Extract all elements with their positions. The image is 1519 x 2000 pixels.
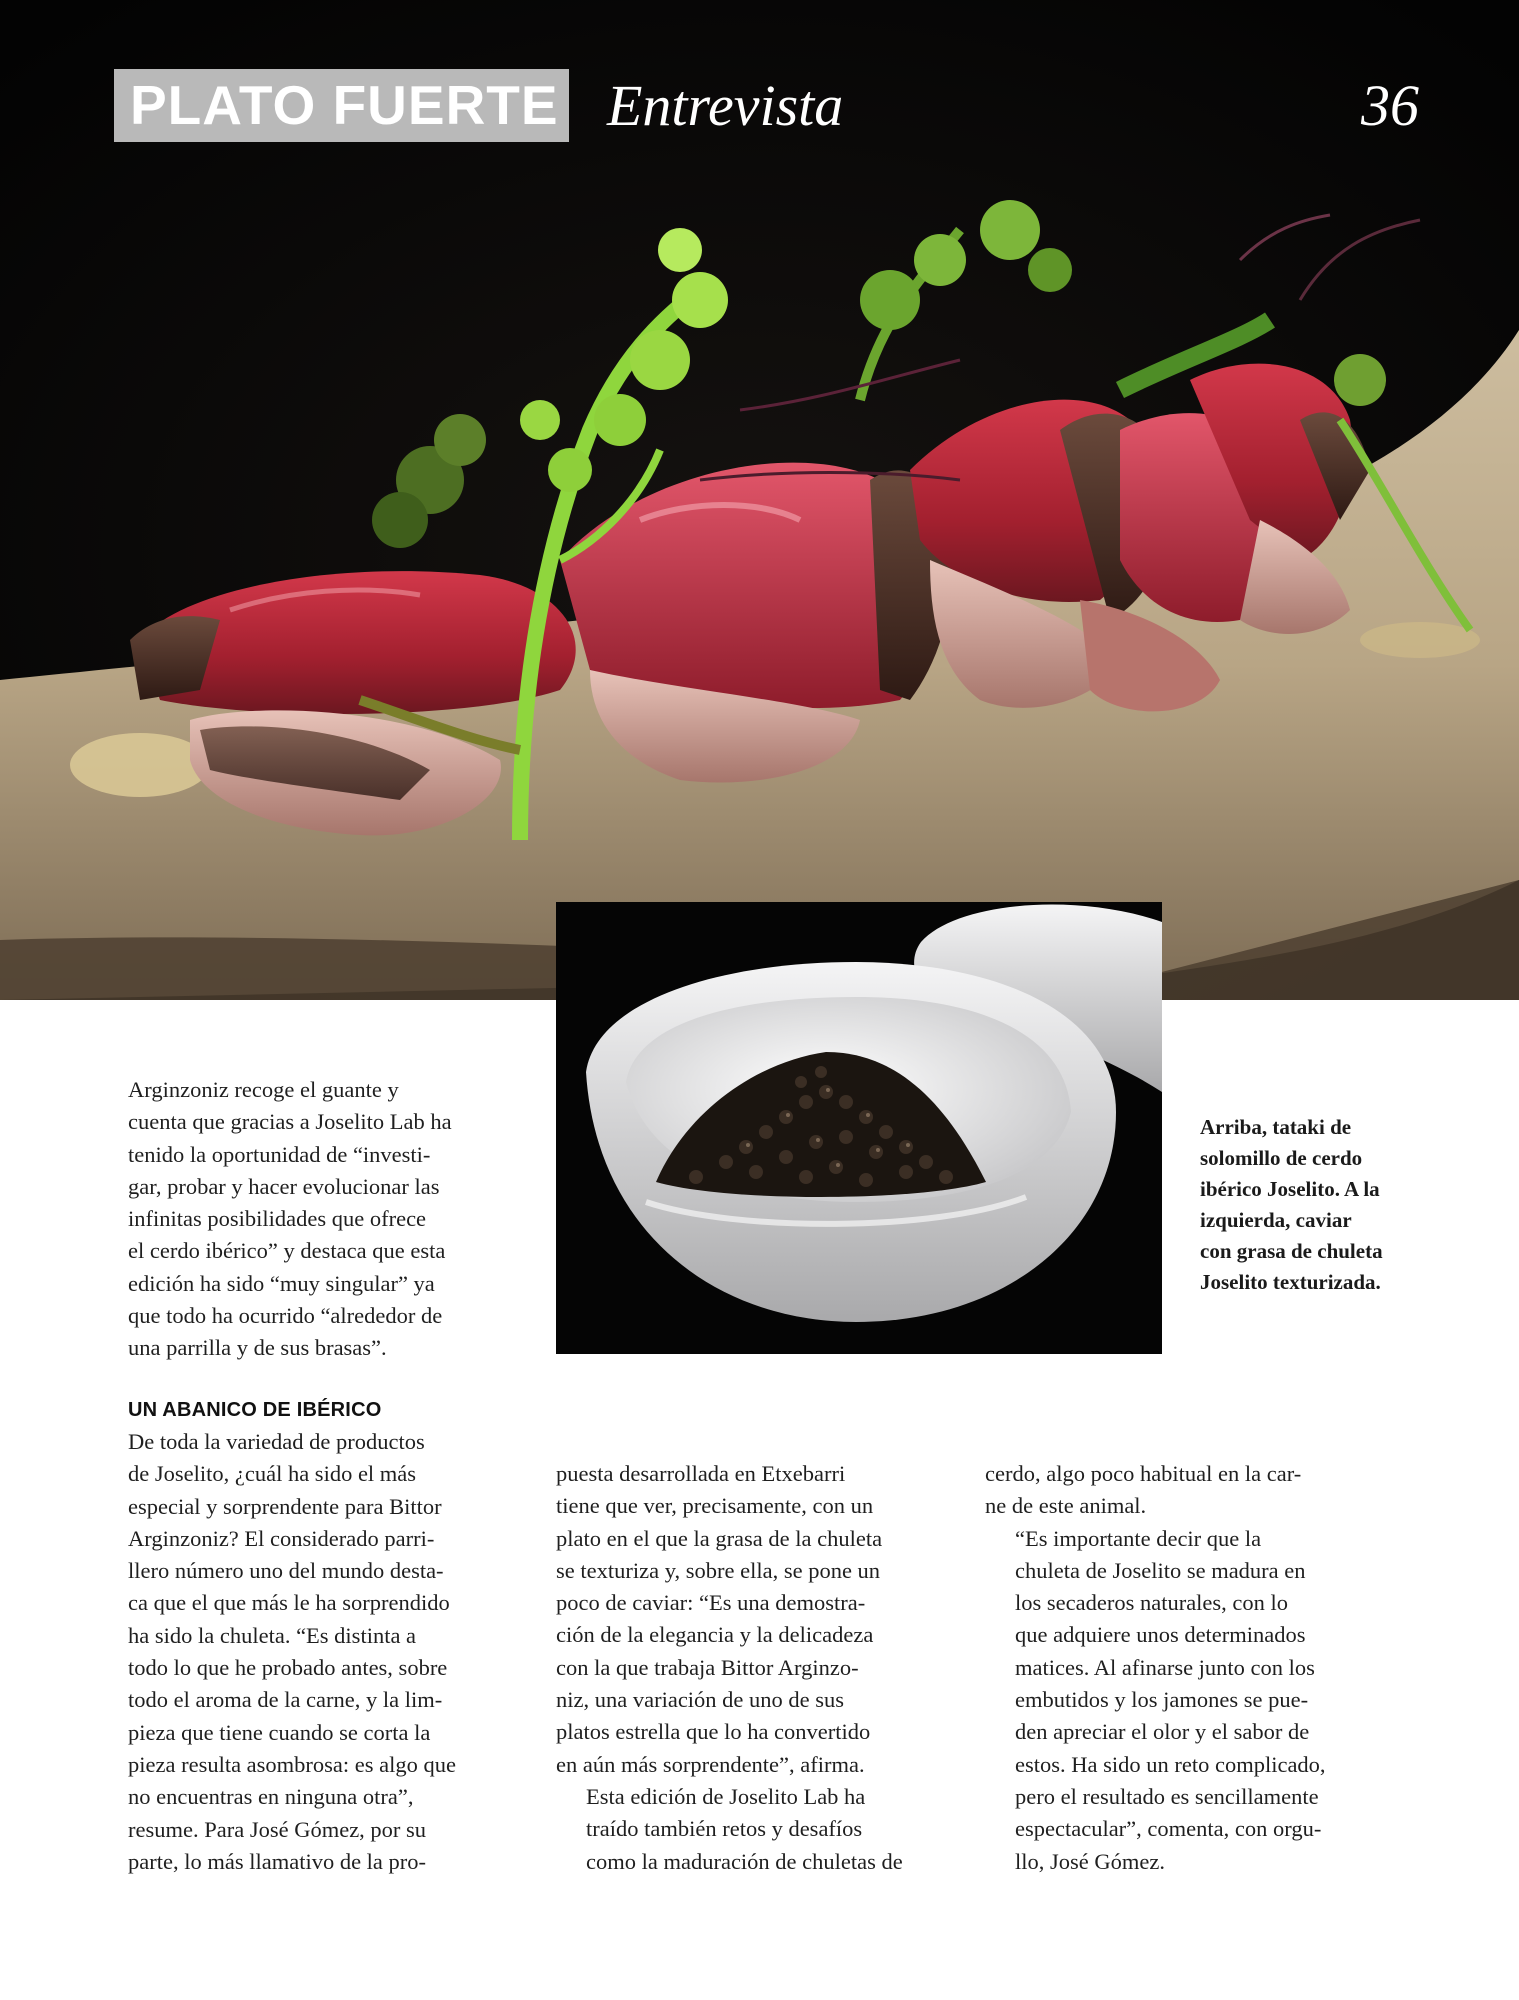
- section-tag: PLATO FUERTE: [114, 69, 569, 142]
- section-name: Entrevista: [607, 73, 844, 138]
- paragraph: Arginzoniz recoge el guante y cuenta que gracias a Joselito Lab ha tenido la oportunidad de “investi- gar, probar y hacer evolucionar las infinitas posibilidades que ofrece el cerdo ibérico” y destaca que esta edición ha sido “muy singular” ya que todo ha ocurrido “alrededor de una parrilla y de sus brasas”.: [128, 1077, 452, 1361]
- page-number: 36: [1361, 73, 1419, 138]
- article-column-1: [128, 1426, 528, 1878]
- paragraph: “Es importante decir que la chuleta de Joselito se madura en los secaderos naturales, con lo que adquiere unos determinados matices. Al afinarse junto con los embutidos y los jamones se pue- den apreciar el olor y el sabor de estos. Ha sido un reto complicado, pero el resultado es sencillamente espectacular”, comenta, con orgu- llo, José Gómez.: [1015, 1525, 1326, 1874]
- inset-photo: [556, 902, 1162, 1354]
- paragraph: cerdo, algo poco habitual en la car- ne de este animal.: [985, 1461, 1302, 1519]
- caviar-bowl-photo-icon: [556, 902, 1162, 1354]
- article-column-3: [985, 1458, 1385, 1878]
- article-column-2: [556, 1458, 956, 1878]
- section-subheading: UN ABANICO DE IBÉRICO: [128, 1399, 382, 1421]
- photo-caption: Arriba, tataki de solomillo de cerdo ibérico Joselito. A la izquierda, caviar con grasa de chuleta Joselito texturizada.: [1200, 1115, 1383, 1294]
- article-column-1-intro: [128, 1074, 528, 1365]
- paragraph: puesta desarrollada en Etxebarri tiene que ver, precisamente, con un plato en el que la grasa de la chuleta se texturiza y, sobre ella, se pone un poco de caviar: “Es una demostra- ción de la elegancia y la delicadeza con la que trabaja Bittor Arginzo- niz, una variación de uno de sus platos estrella que lo ha convertido en aún más sorprendente”, afirma.: [556, 1461, 883, 1777]
- paragraph: Esta edición de Joselito Lab ha traído también retos y desafíos como la maduración de chuletas de: [586, 1783, 903, 1874]
- paragraph: De toda la variedad de productos de Joselito, ¿cuál ha sido el más especial y sorprendente para Bittor Arginzoniz? El considerado parri- llero número uno del mundo desta- ca que el que más le ha sorprendido ha sido la chuleta. “Es distinta a todo lo que he probado antes, sobre todo el aroma de la carne, y la lim- pieza que tiene cuando se corta la pieza resulta asombrosa: es algo que no encuentras en ninguna otra”, resume. Para José Gómez, por su parte, lo más llamativo de la pro-: [128, 1429, 457, 1874]
